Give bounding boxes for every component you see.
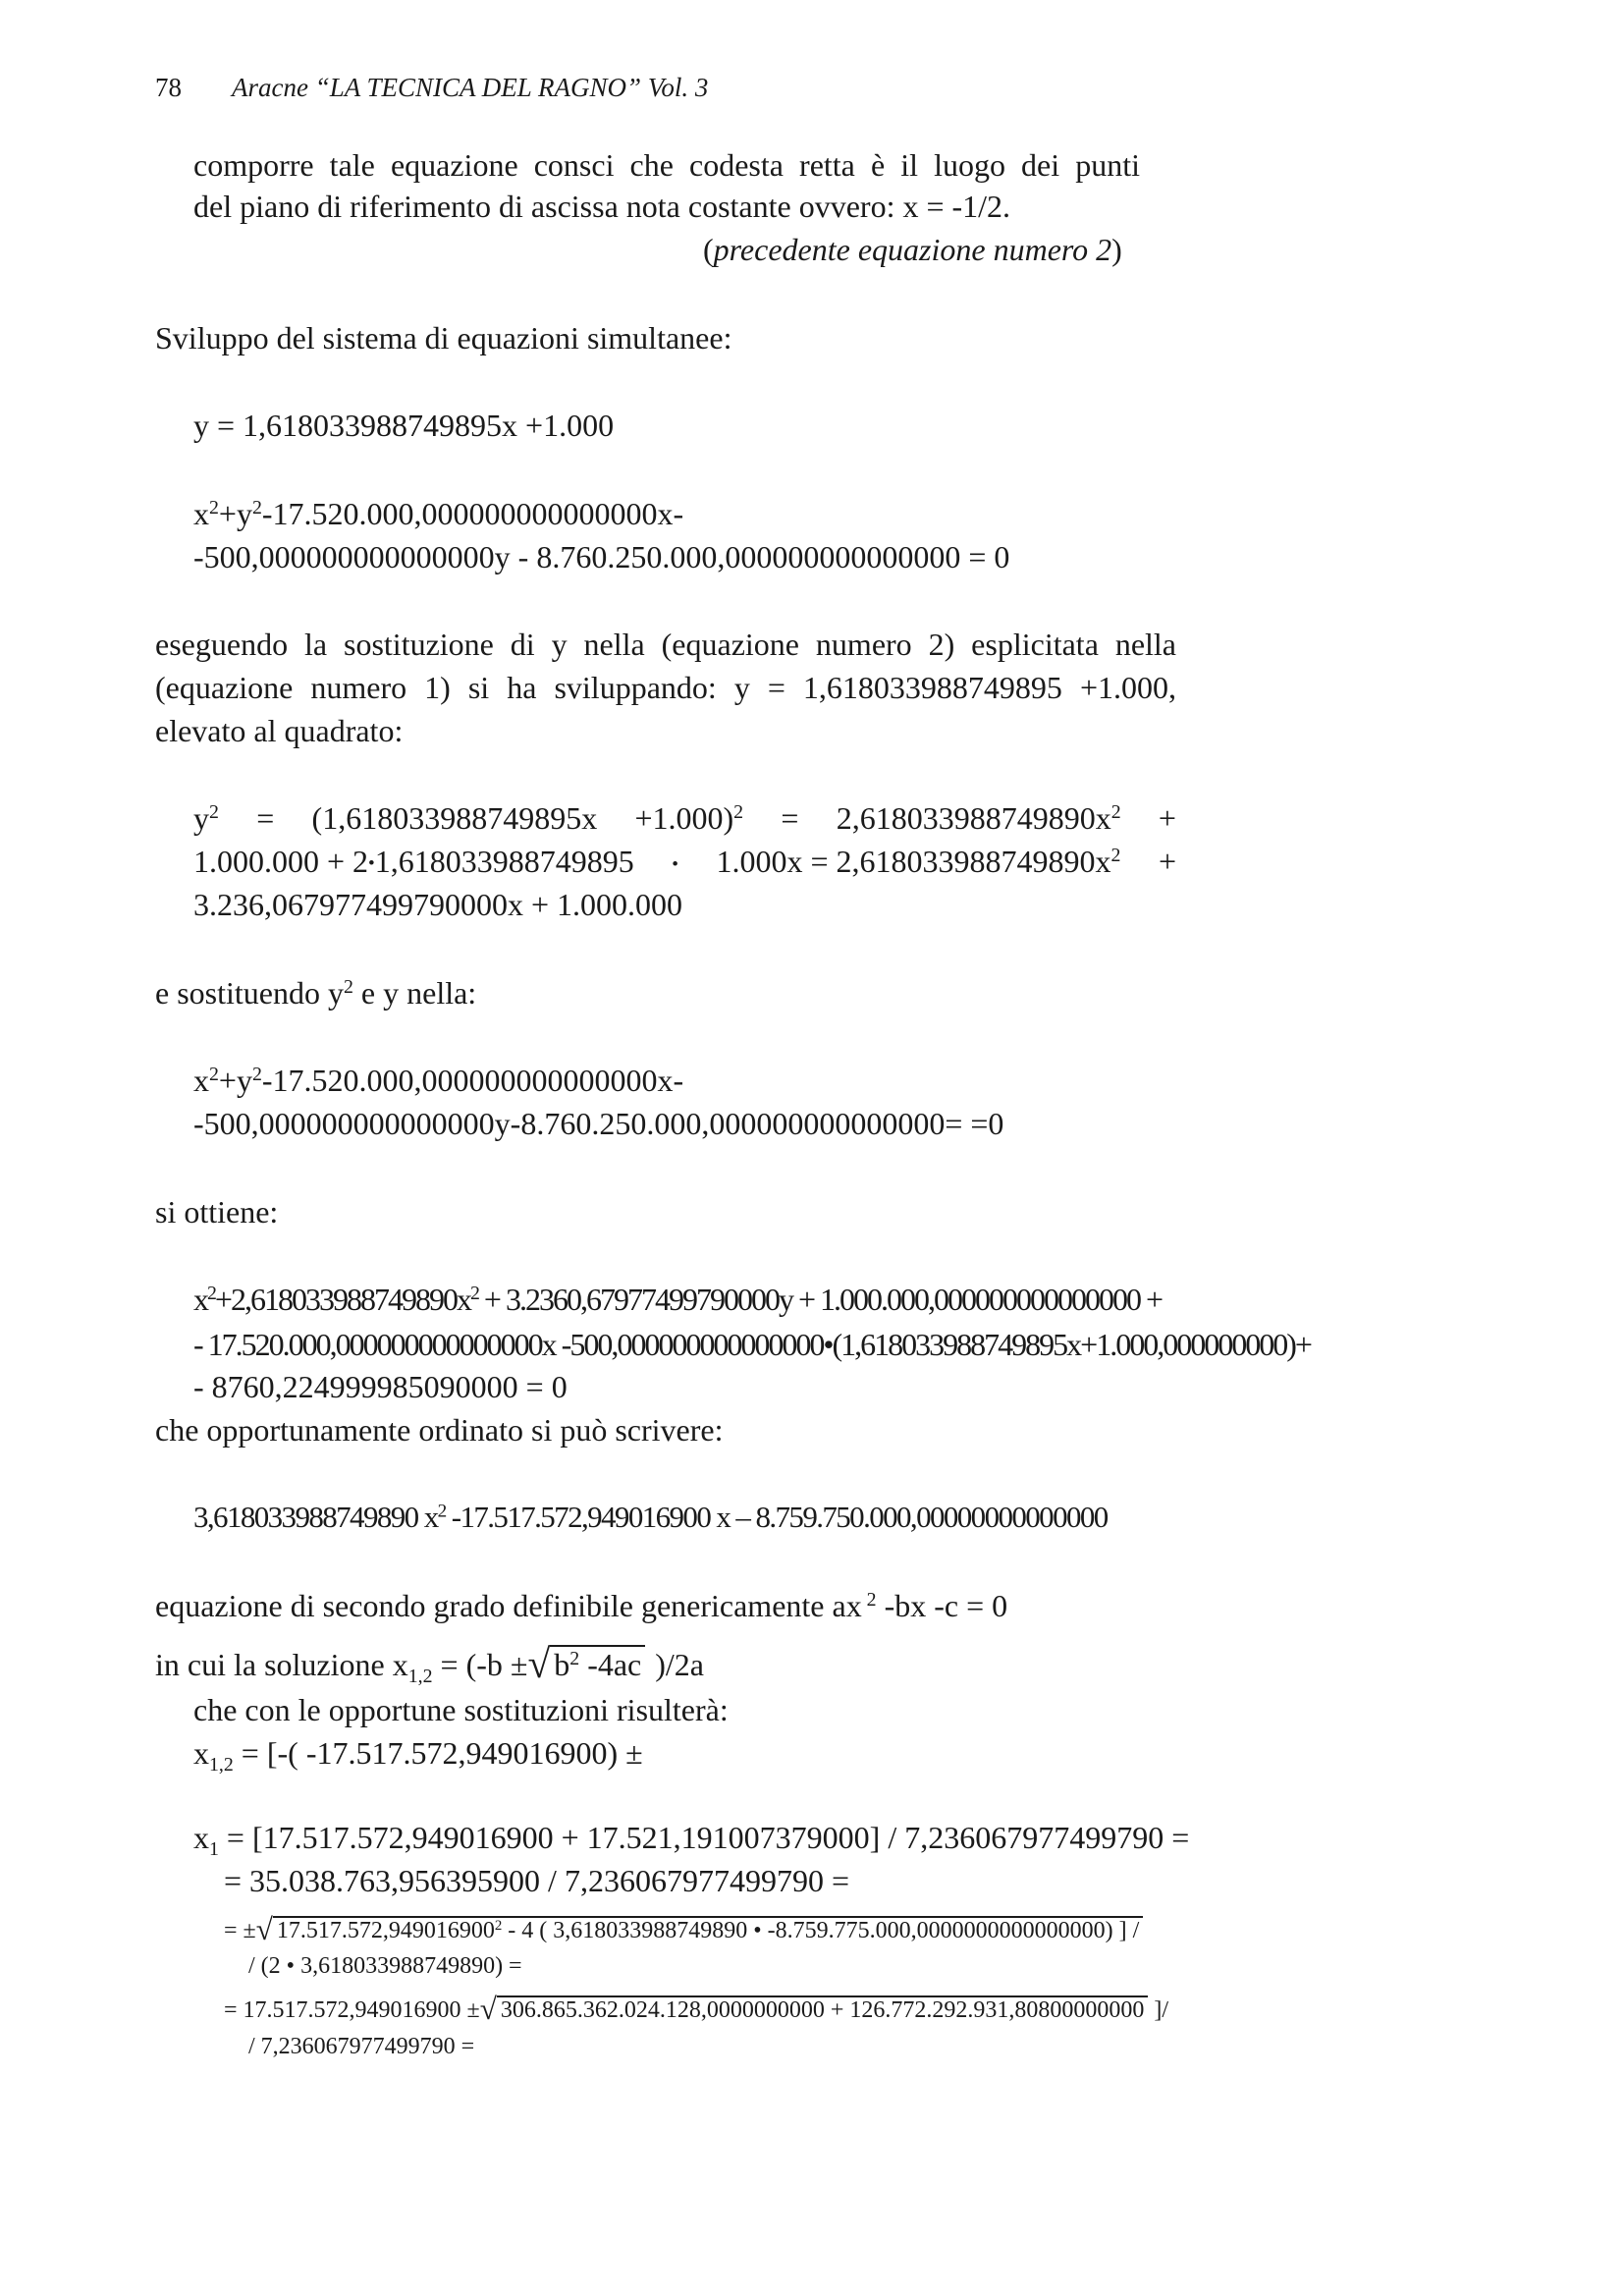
- paragraph-line: Sviluppo del sistema di equazioni simultanee:: [155, 320, 732, 355]
- square-root-icon: √: [255, 1912, 273, 1946]
- paragraph-line: che opportunamente ordinato si può scrivere:: [155, 1412, 724, 1448]
- equation-line: $y^2$ = (1,618033988749895x +1.000)$^2$ = $2,618033988749890x^2$ +: [193, 800, 1176, 836]
- equation-line: $x_1 = [17.517.572,949016900 + 17.521,191007379000] / 7,236067977499790$ =: [193, 1820, 1190, 1860]
- paragraph-line: si ottiene:: [155, 1194, 279, 1230]
- equation-line: - 17.520.000,000000000000000x -500,000000000000000•(1,618033988749895x+1.000,000000000)+: [193, 1327, 1311, 1362]
- formula-line: in cui la soluzione $x_{1,2} = (-b$ ±√ $b^2$ -4ac )/2a: [155, 1641, 704, 1687]
- page-number: 78: [155, 73, 182, 102]
- square-root-icon: √: [479, 1992, 497, 2026]
- equation-line: = 35.038.763,956395900 / 7,236067977499790 =: [224, 1863, 849, 1898]
- equation-line: - 8760,224999985090000 = 0: [193, 1369, 568, 1404]
- paragraph-line: equazione di secondo grado definibile genericamente ax $^2$ -bx -c = 0: [155, 1588, 1008, 1623]
- equation-line: -500,000000000000000y - 8.760.250.000,000000000000000 = 0: [193, 539, 1010, 574]
- paragraph-line: comporre tale equazione consci che codesta retta è il luogo dei punti: [193, 147, 1140, 183]
- paragraph-line: che con le opportune sostituzioni risulterà:: [193, 1692, 729, 1727]
- equation-line: $x_{1,2}$ = [-( -17.517.572,949016900) ±: [193, 1735, 643, 1776]
- equation-line: $x^2+y^2-17.520.000,000000000000000x-$: [193, 496, 684, 531]
- equation-line: -500,000000000000000y-8.760.250.000,000000000000000= =0: [193, 1106, 1004, 1141]
- paragraph-line: eseguendo la sostituzione di y nella (equazione numero 2) esplicitata nella: [155, 627, 1176, 662]
- paragraph-line: e sostituendo $y^2$ e y nella:: [155, 975, 477, 1011]
- equation-line: 3.236,067977499790000x + 1.000.000: [193, 887, 683, 922]
- equation-line: 3,618033988749890 $x^2$ -17.517.572,949016900 x – 8.759.750.000,00000000000000: [193, 1500, 1108, 1534]
- equation-line: = ±√ 17.517.572,949016900$^2$ - 4 ( 3,618033988749890 • -8.759.775.000,0000000000000000) ] /: [224, 1916, 1143, 1944]
- equation-line: y = 1,618033988749895x +1.000: [193, 408, 615, 443]
- paragraph-line: del piano di riferimento di ascissa nota costante ovvero: x = -1/2.: [193, 189, 1011, 224]
- equation-line: $x^2+2,618033988749890x^2 + 3.2360,67977499790000y + 1.000.000,000000000000000$ +: [193, 1282, 1163, 1317]
- equation-line: = 17.517.572,949016900 ±√ 306.865.362.024.128,0000000000 + 126.772.292.931,80800000000 ]/: [224, 1992, 1169, 2026]
- equation-line: 1.000.000 + 2•1,618033988749895 • $1.000x = 2,618033988749890x^2$ +: [193, 844, 1176, 879]
- paragraph-line: elevato al quadrato:: [155, 713, 404, 748]
- equation-line: / (2 • 3,618033988749890) =: [248, 1953, 522, 1979]
- equation-reference: (precedente equazione numero 2): [703, 232, 1122, 267]
- equation-line: $x^2+y^2-17.520.000,000000000000000x-$: [193, 1063, 684, 1098]
- equation-line: / 7,236067977499790 =: [248, 2034, 475, 2059]
- running-title: Aracne “LA TECNICA DEL RAGNO” Vol. 3: [232, 73, 709, 102]
- paragraph-line: (equazione numero 1) si ha sviluppando: y = 1,618033988749895 +1.000,: [155, 670, 1176, 705]
- square-root-icon: √: [527, 1641, 551, 1686]
